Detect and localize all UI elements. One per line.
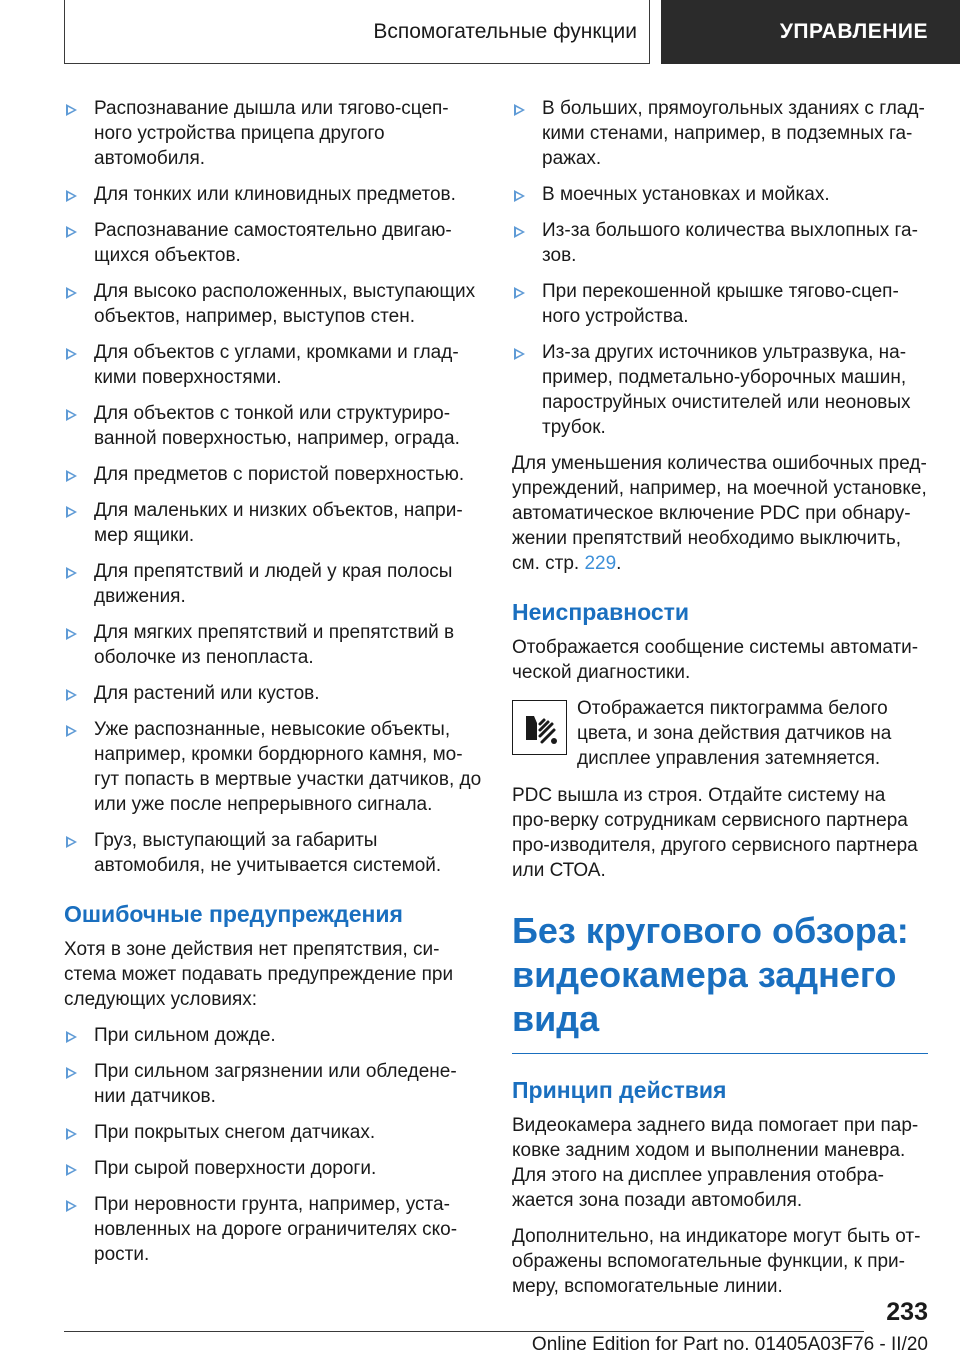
paragraph: PDC вышла из строя. Отдайте систему на про-верку сотрудникам сервисного партнера про-изводителя, другого сервисного партнера или СТОА.: [512, 785, 918, 881]
paragraph: Отображается сообщение системы автомати-ческой диагностики.: [512, 637, 919, 683]
triangle-bullet-icon: [514, 287, 525, 299]
list-item: Из-за других источников ультразвука, на-пример, подметально-уборочных машин, пароструйных очистителей или неоновых трубок.: [512, 340, 928, 440]
triangle-bullet-icon: [66, 1128, 77, 1140]
list-item: Распознавание дышла или тягово-сцеп-ного устройства прицепа другого автомобиля.: [64, 96, 482, 171]
section-heading-principle: Принцип действия: [512, 1077, 727, 1103]
heading-divider: [512, 1053, 928, 1054]
triangle-bullet-icon: [66, 287, 77, 299]
section-heading-false-warnings: Ошибочные предупреждения: [64, 901, 403, 927]
triangle-bullet-icon: [66, 348, 77, 360]
page-header: [0, 0, 960, 66]
list-item: При сильном загрязнении или обледене-нии датчиков.: [64, 1059, 482, 1109]
list-item: Для растений или кустов.: [64, 681, 482, 706]
triangle-bullet-icon: [66, 1067, 77, 1079]
page-number: 233: [886, 1298, 928, 1326]
list-item: Для объектов с углами, кромками и глад-кими поверхностями.: [64, 340, 482, 390]
list-item: Уже распознанные, невысокие объекты, например, кромки бордюрного камня, мо-гут попасть в мертвые участки датчиков, до или уже после непрерывного сигнала.: [64, 717, 482, 817]
triangle-bullet-icon: [514, 226, 525, 238]
triangle-bullet-icon: [66, 1200, 77, 1212]
paragraph: Дополнительно, на индикаторе могут быть от-ображены вспомогательные функции, к при-меру, вспомогательные линии.: [512, 1226, 921, 1297]
footer-divider: [64, 1331, 864, 1332]
icon-note: [512, 696, 928, 771]
triangle-bullet-icon: [66, 409, 77, 421]
triangle-bullet-icon: [514, 190, 525, 202]
list-item: Для объектов с тонкой или структуриро-ванной поверхностью, например, ограда.: [64, 401, 482, 451]
list-item: Для предметов с пористой поверхностью.: [64, 462, 482, 487]
list-item: Из-за большого количества выхлопных га-зов.: [512, 218, 928, 268]
triangle-bullet-icon: [66, 506, 77, 518]
triangle-bullet-icon: [66, 836, 77, 848]
list-item: При неровности грунта, например, уста-новленных на дороге ограничителях ско-рости.: [64, 1192, 482, 1267]
triangle-bullet-icon: [514, 348, 525, 360]
triangle-bullet-icon: [66, 689, 77, 701]
icon-note-text: Отображается пиктограмма белого цвета, и зона действия датчиков на дисплее управления затемняется.: [577, 698, 892, 769]
triangle-bullet-icon: [66, 190, 77, 202]
triangle-bullet-icon: [66, 470, 77, 482]
chapter-title: УПРАВЛЕНИЕ: [661, 0, 960, 64]
paragraph: Видеокамера заднего вида помогает при пар-ковке задним ходом и выполнении маневра. Для этого на дисплее управления отобра-жается зона позади автомобиля.: [512, 1115, 919, 1211]
list-item: Для мягких препятствий и препятствий в оболочке из пенопласта.: [64, 620, 482, 670]
triangle-bullet-icon: [66, 226, 77, 238]
page-link[interactable]: 229: [584, 553, 617, 574]
list-item: Груз, выступающий за габариты автомобиля, не учитывается системой.: [64, 828, 482, 878]
pdc-sensor-icon: [512, 700, 567, 755]
false-warnings-list-continued: [512, 96, 928, 440]
triangle-bullet-icon: [66, 1031, 77, 1043]
list-item: Для тонких или клиновидных предметов.: [64, 182, 482, 207]
right-column: [512, 96, 928, 1310]
list-item: При сырой поверхности дороги.: [64, 1156, 482, 1181]
list-item: При покрытых снегом датчиках.: [64, 1120, 482, 1145]
triangle-bullet-icon: [66, 628, 77, 640]
false-warnings-list: [64, 1023, 482, 1267]
triangle-bullet-icon: [66, 1164, 77, 1176]
chapter-heading-rear-camera: Без кругового обзора: видеокамера заднего вида: [512, 910, 909, 1039]
triangle-bullet-icon: [66, 104, 77, 116]
list-item: Для маленьких и низких объектов, напри-мер ящики.: [64, 498, 482, 548]
list-item: В больших, прямоугольных зданиях с глад-кими стенами, например, в подземных га-ражах.: [512, 96, 928, 171]
list-item: При перекошенной крышке тягово-сцеп-ного устройства.: [512, 279, 928, 329]
paragraph: Хотя в зоне действия нет препятствия, си-стема может подавать предупреждение при следующих условиях:: [64, 939, 454, 1010]
left-column: [64, 96, 482, 1278]
section-title: Вспомогательные функции: [64, 0, 650, 64]
triangle-bullet-icon: [66, 725, 77, 737]
edition-note: Online Edition for Part no. 01405A03F76 - II/20: [531, 1334, 928, 1355]
section-heading-malfunctions: Неисправности: [512, 599, 690, 625]
list-item: Для высоко расположенных, выступающих объектов, например, выступов стен.: [64, 279, 482, 329]
triangle-bullet-icon: [514, 104, 525, 116]
list-item: В моечных установках и мойках.: [512, 182, 928, 207]
list-item: Для препятствий и людей у края полосы движения.: [64, 559, 482, 609]
list-item: Распознавание самостоятельно двигаю-щихся объектов.: [64, 218, 482, 268]
triangle-bullet-icon: [66, 567, 77, 579]
limitations-list: [64, 96, 482, 878]
list-item: При сильном дожде.: [64, 1023, 482, 1048]
paragraph: Для уменьшения количества ошибочных пред-упреждений, например, на моечной установке, автоматическое включение PDC при обнару-жении препятствий необходимо выключить, см. стр. 229.: [512, 453, 927, 574]
